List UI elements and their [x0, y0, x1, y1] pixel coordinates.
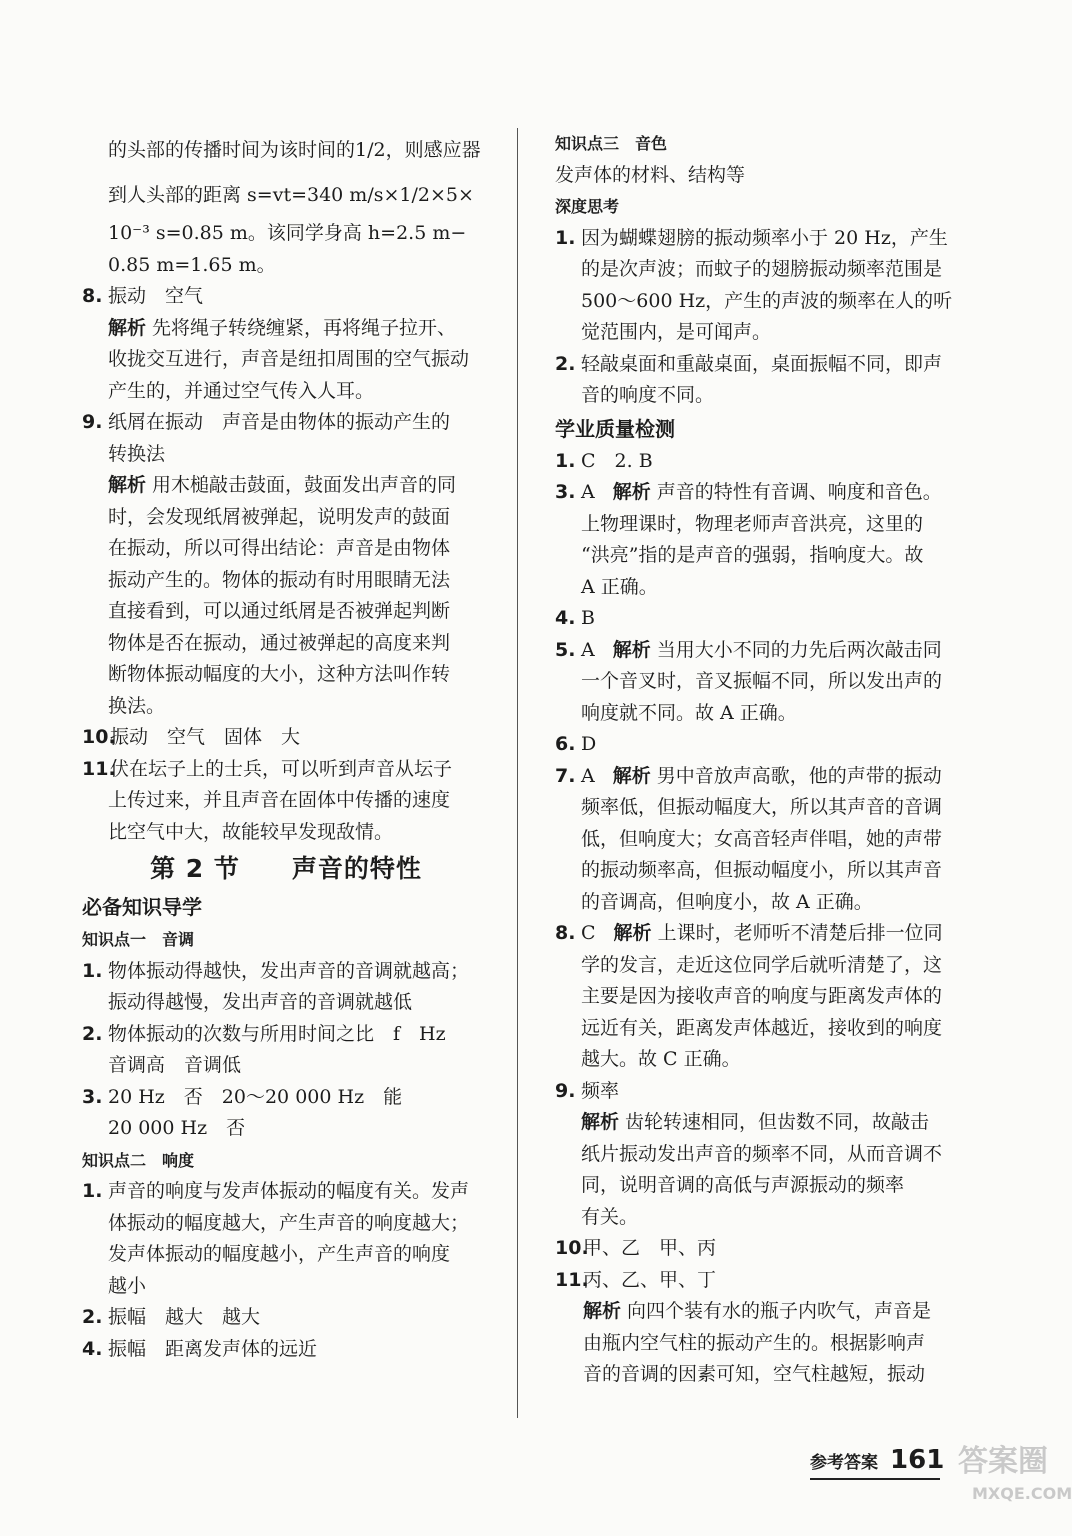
text-line: [555, 1202, 965, 1234]
line-text: 远近有关，距离发声体越近，接收到的响度: [581, 1016, 943, 1039]
page-number: 161: [890, 1445, 945, 1475]
item-number: 9.: [82, 411, 103, 433]
item-number: 8.: [555, 922, 576, 944]
text-line: [82, 1113, 490, 1145]
text-line: [82, 785, 490, 817]
line-text: 的头部的传播时间为该时间的1/2，则感应器: [108, 139, 481, 161]
line-text: 先将绳子转绕缠紧，再将绳子拉开、: [152, 316, 457, 339]
text-line: [82, 128, 490, 173]
item-number: 3.: [82, 1085, 103, 1108]
text-line: [82, 890, 490, 924]
line-text: 男中音放声高歌，他的声带的振动: [656, 764, 942, 787]
text-line: [555, 1296, 965, 1328]
text-line: [82, 628, 490, 660]
text-line: [82, 1239, 490, 1271]
item-number: 2.: [82, 1022, 103, 1045]
line-text: 的是次声波；而蚊子的翅膀振动频率范围是: [581, 258, 943, 280]
text-line: [555, 1076, 965, 1108]
line-text: 伏在坛子上的士兵，可以听到声音从坛子: [110, 757, 453, 780]
item-number: 3.: [555, 481, 576, 503]
text-line: [555, 349, 965, 381]
line-text: 纸屑在振动 声音是由物体的振动产生的: [108, 411, 451, 433]
line-text: 到人头部的距离 s=vt=340 m/s×1/2×5×: [108, 184, 474, 206]
line-text: B: [581, 607, 595, 629]
right-column: [555, 128, 965, 1391]
text-line: [555, 1265, 965, 1297]
text-line: [555, 1359, 965, 1391]
item-number: 11.: [82, 757, 116, 780]
line-text: A: [581, 481, 595, 503]
line-text: 收拢交互进行，声音是纽扣周围的空气振动: [108, 348, 470, 370]
text-line: [555, 603, 965, 635]
line-text: 一个音叉时，音叉振幅不同，所以发出声的: [581, 670, 943, 692]
analysis-label: 解析: [612, 638, 651, 661]
line-text: 齿轮转速相同，但齿数不同，故敲击: [625, 1111, 930, 1133]
line-text: 同，说明音调的高低与声源振动的频率: [581, 1174, 905, 1196]
line-text: 知识点二 响度: [82, 1150, 195, 1170]
text-line: [82, 439, 490, 471]
line-text: 物体振动得越快，发出声音的音调就越高；: [108, 959, 470, 982]
line-text: 上物理课时，物理老师声音洪亮，这里的: [581, 512, 924, 535]
left-column: [82, 128, 490, 1365]
line-text: 由瓶内空气柱的振动产生的。根据影响声: [583, 1331, 926, 1354]
line-text: 500～600 Hz，产生的声波的频率在人的听: [581, 289, 953, 312]
text-line: [555, 412, 965, 446]
text-line: [82, 987, 490, 1019]
text-line: [555, 887, 965, 919]
line-text: A 正确。: [581, 575, 658, 598]
item-number: 1.: [555, 226, 576, 249]
column-divider: [517, 128, 518, 1418]
line-text: 因为蝴蝶翅膀的振动频率小于 20 Hz，产生: [581, 226, 948, 249]
text-line: [82, 470, 490, 502]
line-text: 断物体振动幅度的大小，这种方法叫作转: [108, 663, 451, 685]
analysis-label: 解析: [612, 481, 651, 503]
text-line: [82, 376, 490, 408]
text-line: [555, 824, 965, 856]
text-line: [555, 1044, 965, 1076]
text-line: [555, 1170, 965, 1202]
text-line: [555, 286, 965, 318]
line-text: 当用大小不同的力先后两次敲击同: [656, 638, 942, 661]
line-text: 第 2 节 声音的特性: [150, 854, 422, 883]
line-text: 纸片振动发出声音的频率不同，从而音调不: [581, 1142, 943, 1165]
item-number: 5.: [555, 638, 576, 661]
line-text: 振动 空气 固体 大: [110, 726, 301, 748]
text-line: [555, 761, 965, 793]
text-line: [555, 981, 965, 1013]
line-text: 知识点一 音调: [82, 930, 195, 949]
text-line: [82, 281, 490, 313]
text-line: [82, 1176, 490, 1208]
item-number: 4.: [82, 1337, 103, 1360]
text-line: [555, 477, 965, 509]
watermark-text: 答案圈: [958, 1444, 1048, 1479]
text-line: [82, 173, 490, 218]
line-text: 比空气中大，故能较早发现敌情。: [108, 820, 394, 843]
line-text: A: [581, 764, 595, 787]
item-number: 1.: [82, 1180, 103, 1202]
line-text: 发声体的材料、结构等: [555, 163, 746, 186]
text-line: [555, 191, 965, 223]
text-line: [82, 1145, 490, 1177]
text-line: [82, 691, 490, 723]
line-text: 频率: [581, 1079, 620, 1102]
line-text: 声音的响度与发声体振动的幅度有关。发声: [108, 1180, 470, 1202]
line-text: 丙、乙、甲、丁: [583, 1268, 717, 1291]
line-text: 产生的，并通过空气传入人耳。: [108, 379, 375, 402]
text-line: [555, 1013, 965, 1045]
text-line: [555, 380, 965, 412]
line-text: A: [581, 638, 595, 661]
text-line: [82, 1208, 490, 1240]
line-text: 学的发言，走近这位同学后就听清楚了，这: [581, 953, 943, 976]
text-line: [82, 817, 490, 849]
line-text: 10⁻³ s=0.85 m。该同学身高 h=2.5 m−: [108, 222, 467, 244]
text-line: [555, 223, 965, 255]
text-line: [82, 659, 490, 691]
text-line: [555, 1139, 965, 1171]
item-number: 8.: [82, 285, 103, 307]
line-text: 振幅 越大 越大: [108, 1306, 261, 1328]
watermark-logo: [958, 1440, 1072, 1530]
line-text: 越大。故 C 正确。: [581, 1048, 741, 1070]
line-text: C: [581, 922, 596, 944]
line-text: 深度思考: [555, 197, 620, 216]
text-line: [555, 572, 965, 604]
item-number: 10.: [82, 726, 116, 748]
line-text: 振动得越慢，发出声音的音调就越低: [108, 991, 413, 1013]
line-text: 甲、乙 甲、丙: [583, 1237, 717, 1259]
text-line: [555, 918, 965, 950]
line-text: 振动产生的。物体的振动有时用眼睛无法: [108, 568, 451, 591]
analysis-label: 解析: [613, 922, 652, 944]
text-line: [82, 1271, 490, 1303]
line-text: D: [581, 733, 597, 755]
text-line: [82, 596, 490, 628]
text-line: [82, 407, 490, 439]
watermark-url: MXQE.COM: [972, 1484, 1072, 1503]
text-line: [555, 160, 965, 192]
line-text: 振动 空气: [108, 285, 204, 307]
analysis-label: 解析: [581, 1111, 620, 1133]
item-number: 2.: [555, 352, 576, 375]
text-line: [555, 666, 965, 698]
text-line: [82, 924, 490, 956]
text-line: [82, 565, 490, 597]
text-line: [555, 855, 965, 887]
line-text: C 2. B: [581, 449, 653, 472]
line-text: 必备知识导学: [82, 895, 202, 919]
line-text: 在振动，所以可得出结论：声音是由物体: [108, 537, 451, 559]
text-line: [555, 317, 965, 349]
line-text: 物体是否在振动，通过被弹起的高度来判: [108, 631, 451, 654]
footer-underline: [810, 1478, 940, 1480]
line-text: 向四个装有水的瓶子内吹气，声音是: [627, 1300, 932, 1322]
line-text: 20 000 Hz 否: [108, 1117, 246, 1139]
analysis-label: 解析: [108, 474, 147, 496]
text-line: [555, 792, 965, 824]
line-text: 时，会发现纸屑被弹起，说明发声的鼓面: [108, 505, 451, 528]
line-text: 响度就不同。故 A 正确。: [581, 701, 797, 724]
line-text: 换法。: [108, 694, 166, 717]
line-text: 上传过来，并且声音在固体中传播的速度: [108, 789, 451, 811]
text-line: [82, 956, 490, 988]
text-line: [555, 254, 965, 286]
text-line: [82, 218, 490, 250]
line-text: 有关。: [581, 1205, 639, 1228]
text-line: [82, 344, 490, 376]
text-line: [555, 1107, 965, 1139]
line-text: 音的音调的因素可知，空气柱越短，振动: [583, 1363, 926, 1385]
line-text: 发声体振动的幅度越小，产生声音的响度: [108, 1243, 451, 1265]
line-text: 音的响度不同。: [581, 384, 715, 406]
text-line: [555, 1233, 965, 1265]
item-number: 1.: [82, 959, 103, 982]
analysis-label: 解析: [583, 1300, 622, 1322]
line-text: “洪亮”指的是声音的强弱，指响度大。故: [581, 544, 924, 566]
text-line: [82, 1019, 490, 1051]
analysis-label: 解析: [108, 316, 147, 339]
item-number: 2.: [82, 1306, 103, 1328]
line-text: 上课时，老师听不清楚后排一位同: [657, 922, 943, 944]
item-number: 9.: [555, 1079, 576, 1102]
text-line: [82, 533, 490, 565]
text-line: [555, 1328, 965, 1360]
line-text: 转换法: [108, 442, 166, 465]
line-text: 主要是因为接收声音的响度与距离发声体的: [581, 985, 943, 1007]
text-line: [555, 950, 965, 982]
text-line: [555, 128, 965, 160]
line-text: 直接看到，可以通过纸屑是否被弹起判断: [108, 600, 451, 622]
line-text: 体振动的幅度越大，产生声音的响度越大；: [108, 1211, 470, 1234]
line-text: 物体振动的次数与所用时间之比 f Hz: [108, 1022, 446, 1045]
text-line: [82, 250, 490, 282]
line-text: 轻敲桌面和重敲桌面，桌面振幅不同，即声: [581, 352, 943, 375]
item-number: 1.: [555, 449, 576, 472]
text-line: [555, 509, 965, 541]
text-line: [82, 848, 490, 890]
line-text: 低，但响度大；女高音轻声伴唱，她的声带: [581, 827, 943, 850]
item-number: 11.: [555, 1268, 589, 1291]
line-text: 声音的特性有音调、响度和音色。: [656, 481, 942, 503]
text-line: [555, 540, 965, 572]
text-line: [82, 502, 490, 534]
text-line: [82, 1302, 490, 1334]
text-line: [555, 698, 965, 730]
line-text: 知识点三 音色: [555, 134, 668, 153]
item-number: 10.: [555, 1237, 589, 1259]
item-number: 4.: [555, 607, 576, 629]
text-line: [82, 722, 490, 754]
footer-label: 参考答案: [810, 1453, 878, 1473]
item-number: 7.: [555, 764, 576, 787]
text-line: [555, 446, 965, 478]
line-text: 20 Hz 否 20～20 000 Hz 能: [108, 1085, 403, 1108]
line-text: 频率低，但振动幅度大，所以其声音的音调: [581, 796, 943, 818]
text-line: [82, 1082, 490, 1114]
line-text: 的音调高，但响度小，故 A 正确。: [581, 890, 873, 913]
text-line: [555, 729, 965, 761]
analysis-label: 解析: [612, 764, 651, 787]
text-line: [82, 754, 490, 786]
item-number: 6.: [555, 733, 576, 755]
text-line: [82, 1050, 490, 1082]
line-text: 振幅 距离发声体的远近: [108, 1337, 318, 1360]
page-footer: [810, 1440, 944, 1480]
line-text: 音调高 音调低: [108, 1054, 242, 1076]
text-line: [82, 313, 490, 345]
line-text: 学业质量检测: [555, 416, 675, 441]
line-text: 觉范围内，是可闻声。: [581, 321, 772, 343]
line-text: 用木槌敲击鼓面，鼓面发出声音的同: [152, 474, 457, 496]
line-text: 的振动频率高，但振动幅度小，所以其声音: [581, 859, 943, 881]
line-text: 越小: [108, 1274, 147, 1297]
text-line: [82, 1334, 490, 1366]
text-line: [555, 635, 965, 667]
line-text: 0.85 m=1.65 m。: [108, 253, 276, 276]
